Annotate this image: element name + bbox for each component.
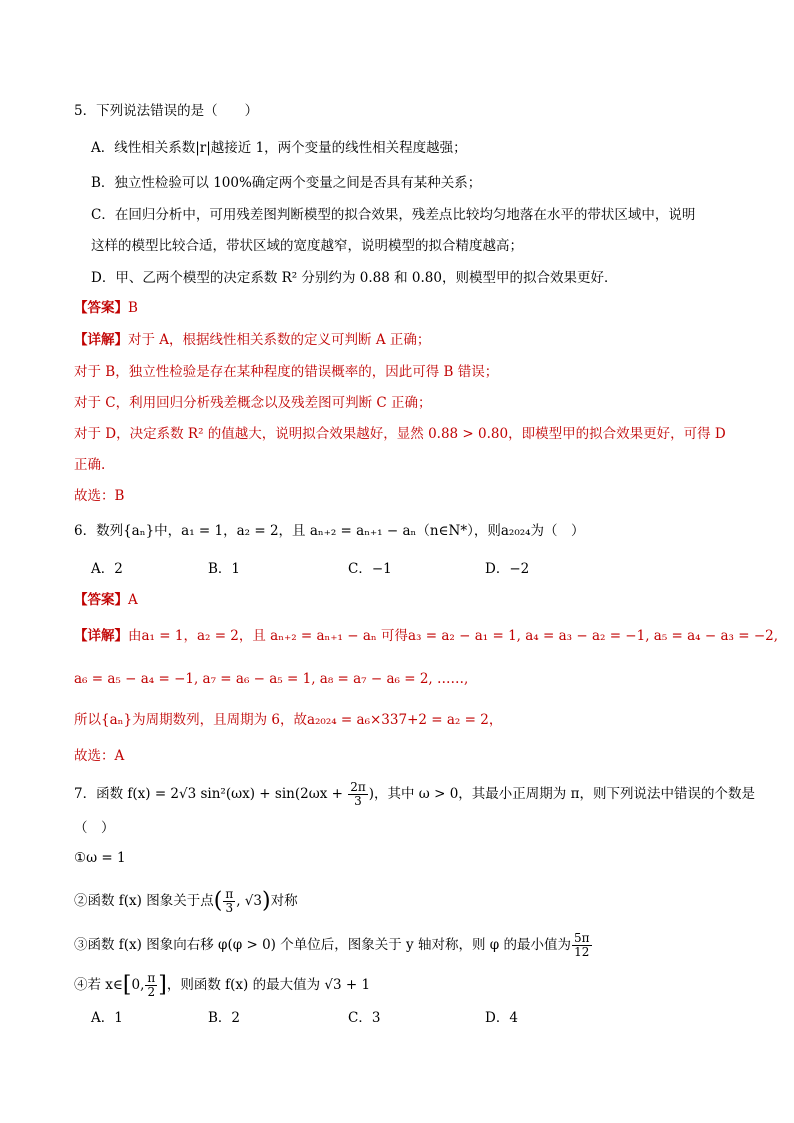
q5-answer [74, 298, 138, 318]
q7-stem-line2: （ ） [74, 820, 115, 836]
q7-option-c: C．3 [348, 1010, 381, 1026]
fraction-numerator: 5π [573, 931, 590, 945]
q5-option-d: D．甲、乙两个模型的决定系数 R² 分别约为 0.88 和 0.80，则模型甲的拟合效果更好． [91, 270, 618, 286]
q7-options [91, 1008, 731, 1028]
q7-s2-part1: ②函数 f(x) 图象关于点 [74, 893, 214, 909]
q7-s4-interval-start: 0, [131, 977, 145, 993]
q5-option-a: A．线性相关系数|r|越接近 1，两个变量的线性相关程度越强； [91, 140, 467, 156]
detail-text: 由a₁ = 1，a₂ = 2，且 aₙ₊₂ = aₙ₊₁ − aₙ 可得a₃ = a₂ − a₁ = 1, a₄ = a₃ − a₂ = −1, a₅ = a₄ − a₃ = −2, [128, 628, 779, 644]
detail-label: 【详解】 [74, 628, 128, 644]
q7-s2-part2: , √3 [236, 893, 262, 909]
fraction-denominator: 12 [574, 945, 590, 959]
q6-options [91, 559, 731, 579]
q7-s4-part2: ，则函数 f(x) 的最大值为 √3 + 1 [166, 977, 371, 993]
q5-detail-2: 对于 B，独立性检验是存在某种程度的错误概率的，因此可得 B 错误； [74, 364, 499, 380]
answer-value: A [128, 592, 138, 608]
q7-s3-text: ③函数 f(x) 图象向右移 φ(φ > 0) 个单位后，图象关于 y 轴对称，则 φ 的最小值为 [74, 937, 571, 953]
q7-s2-part3: 对称 [270, 893, 298, 909]
q7-statement-1: ①ω = 1 [74, 850, 126, 866]
q5-detail-5: 正确. [74, 457, 106, 473]
q5-detail-4: 对于 D，决定系数 R² 的值越大，说明拟合效果越好，显然 0.88 > 0.80，即模型甲的拟合效果更好，可得 D [74, 426, 726, 442]
fraction [223, 888, 235, 915]
answer-value: B [128, 300, 138, 316]
q5-choice: 故选：B [74, 488, 125, 504]
fraction [572, 932, 592, 959]
q6-detail-1 [74, 626, 778, 646]
q7-statement-2: ②函数 f(x) 图象关于点( $\frac{\pi}{3}$ , √3)对称 [74, 887, 298, 915]
q5-detail-1 [74, 330, 430, 350]
fraction-denominator: 3 [225, 901, 234, 915]
q5-detail-3: 对于 C，利用回归分析残差概念以及残差图可判断 C 正确； [74, 395, 432, 411]
q6-detail-3: 所以{aₙ}为周期数列，且周期为 6，故a₂₀₂₄ = a₆×337+2 = a₂ = 2， [74, 712, 503, 728]
q6-option-b: B．1 [208, 561, 241, 577]
answer-label: 【答案】 [74, 592, 128, 608]
q7-statement-4: ④若 x∈[0, $\frac{\pi}{2}$ ]，则函数 f(x) 的最大值为 √3 + 1 [74, 971, 371, 999]
q6-detail-2: a₆ = a₅ − a₄ = −1, a₇ = a₆ − a₅ = 1, a₈ = a₇ − a₆ = 2, ……, [74, 671, 469, 687]
q5-option-c-line1: C．在回归分析中，可用残差图判断模型的拟合效果，残差点比较均匀地落在水平的带状区域中，说明 [91, 207, 696, 223]
q6-answer [74, 590, 138, 610]
q7-stem-part1: 7．函数 f(x) = 2√3 sin²(ωx) + sin(2ωx + [74, 786, 348, 802]
q6-choice: 故选：A [74, 748, 125, 764]
q7-statement-3 [74, 932, 593, 959]
q7-stem-part2: )，其中 ω > 0，其最小正周期为 π，则下列说法中错误的个数是 [368, 786, 755, 802]
q7-stem-line1 [74, 781, 755, 808]
q6-option-d: D．−2 [485, 561, 530, 577]
fraction [348, 781, 368, 808]
q7-s4-part1: ④若 x∈ [74, 977, 123, 993]
q5-stem: 5．下列说法错误的是（ ） [74, 103, 259, 119]
q6-option-a: A．2 [91, 561, 123, 577]
q7-option-d: D．4 [485, 1010, 518, 1026]
fraction-denominator: 3 [354, 794, 362, 808]
detail-text: 对于 A，根据线性相关系数的定义可判断 A 正确； [128, 332, 431, 348]
q6-option-c: C．−1 [348, 561, 392, 577]
q5-option-c-line2: 这样的模型比较合适，带状区域的宽度越窄，说明模型的拟合精度越高； [91, 238, 523, 254]
q6-stem: 6．数列{aₙ}中，a₁ = 1，a₂ = 2，且 aₙ₊₂ = aₙ₊₁ − aₙ（n∈N*），则a₂₀₂₄为（ ） [74, 523, 585, 539]
q7-option-b: B．2 [208, 1010, 241, 1026]
fraction-numerator: 2π [350, 780, 366, 794]
fraction [145, 972, 157, 999]
detail-label: 【详解】 [74, 332, 128, 348]
fraction-denominator: 2 [147, 985, 156, 999]
answer-label: 【答案】 [74, 300, 128, 316]
q5-option-b: B．独立性检验可以 100%确定两个变量之间是否具有某种关系； [91, 175, 482, 191]
fraction-numerator: π [225, 887, 234, 901]
fraction-numerator: π [147, 971, 156, 985]
q7-option-a: A．1 [91, 1010, 123, 1026]
